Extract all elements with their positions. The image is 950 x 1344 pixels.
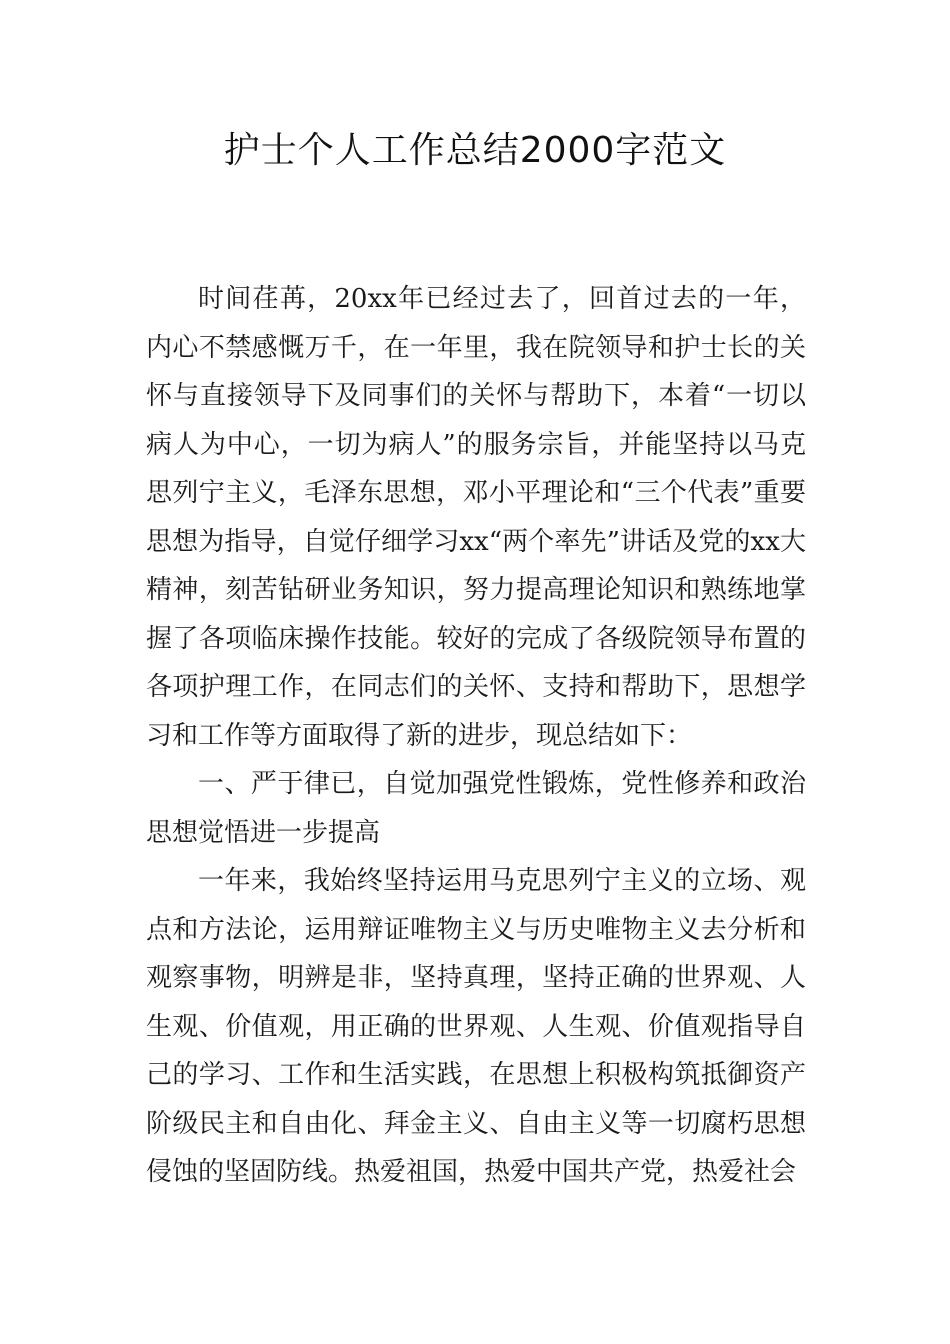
- document-body: [146, 275, 806, 1197]
- section-heading-1: 一、严于律已，自觉加强党性锻炼，党性修养和政治思想觉悟进一步提高: [146, 769, 806, 848]
- paragraph-intro: 时间荏苒，20xx年已经过去了，回首过去的一年，内心不禁感慨万千，在一年里，我在院领导和护士长的关怀与直接领导下及同事们的关怀与帮助下，本着“一切以病人为中心，一切为病人”的服务宗旨，并能坚持以马克思列宁主义，毛泽东思想，邓小平理论和“三个代表”重要思想为指导，自觉仔细学习xx“两个率先”讲话及党的xx大精神，刻苦钻研业务知识，努力提高理论知识和熟练地掌握了各项临床操作技能。较好的完成了各级院领导布置的各项护理工作，在同志们的关怀、支持和帮助下，思想学习和工作等方面取得了新的进步，现总结如下：: [146, 284, 806, 751]
- paragraph-section-1: 一年来，我始终坚持运用马克思列宁主义的立场、观点和方法论，运用辩证唯物主义与历史唯物主义去分析和观察事物，明辨是非，坚持真理，坚持正确的世界观、人生观、价值观，用正确的世界观、人生观、价值观指导自己的学习、工作和生活实践，在思想上积极构筑抵御资产阶级民主和自由化、拜金主义、自由主义等一切腐朽思想侵蚀的坚固防线。热爱祖国，热爱中国共产党，热爱社会: [146, 866, 806, 1187]
- document-title: 护士个人工作总结2000字范文: [223, 130, 727, 171]
